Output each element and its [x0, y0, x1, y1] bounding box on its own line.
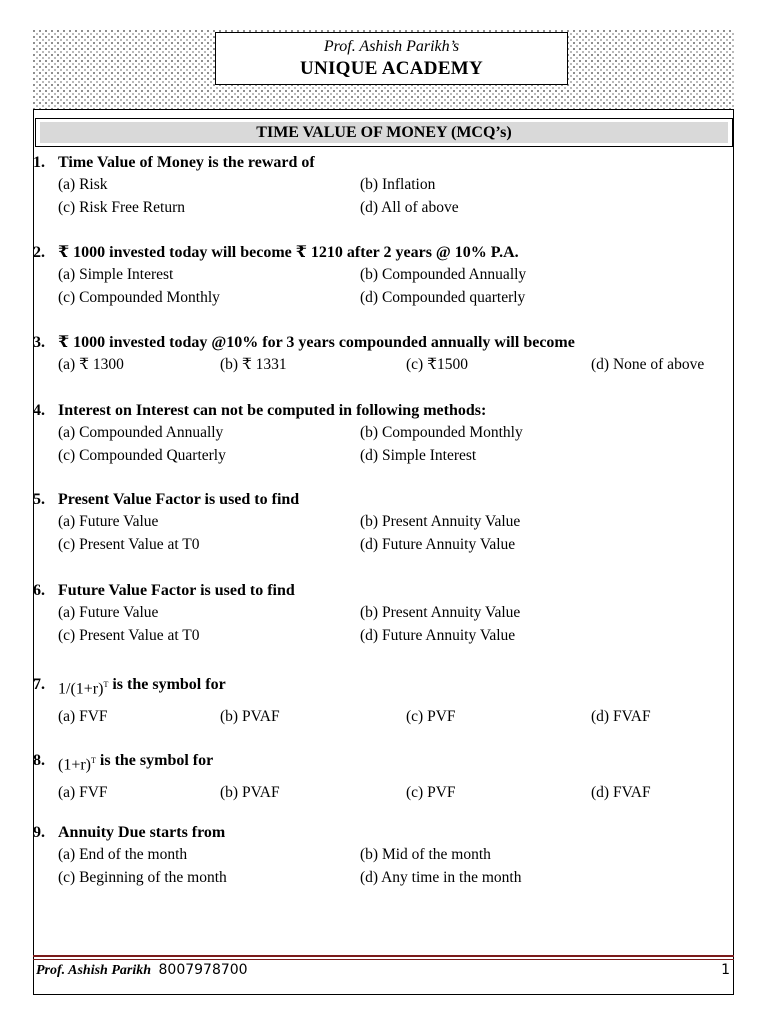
formula: $1/(1+r)^T$	[58, 680, 109, 698]
section-title-bar	[35, 118, 733, 147]
option-b: (b) Compounded Monthly	[360, 424, 523, 441]
question-stem: ₹ 1000 invested today will become ₹ 1210 after 2 years @ 10% P.A.	[58, 244, 519, 261]
option-b: (b) PVAF	[220, 708, 280, 726]
question-number: 2.	[33, 244, 45, 261]
question-7	[33, 674, 733, 726]
question-number: 8.	[33, 752, 45, 769]
option-c: (c) Compounded Monthly	[58, 288, 220, 306]
option-d: (d) All of above	[360, 198, 459, 216]
footer-divider	[33, 955, 734, 960]
footer	[36, 962, 730, 982]
option-a: (a) FVF	[58, 784, 108, 802]
question-6	[33, 580, 521, 647]
footer-phone: 8007978700	[158, 962, 248, 978]
option-c: (c) ₹1500	[406, 356, 468, 373]
question-stem: Time Value of Money is the reward of	[58, 154, 315, 171]
option-c: (c) Risk Free Return	[58, 198, 185, 216]
option-c: (c) PVF	[406, 708, 456, 726]
question-stem: Present Value Factor is used to find	[58, 491, 300, 508]
option-d: (d) None of above	[591, 356, 705, 373]
question-stem: ₹ 1000 invested today @10% for 3 years compounded annually will become	[58, 334, 575, 351]
question-stem: is the symbol for	[108, 676, 226, 693]
option-d: (d) Future Annuity Value	[360, 626, 516, 644]
option-a: (a) Future Value	[58, 604, 159, 621]
question-stem: Annuity Due starts from	[58, 824, 226, 841]
formula: $(1+r)^T$	[58, 756, 96, 774]
header-academy: UNIQUE ACADEMY	[299, 58, 484, 79]
option-d: (d) Compounded quarterly	[360, 288, 526, 306]
option-d: (d) Any time in the month	[360, 868, 522, 886]
question-2	[33, 242, 527, 309]
page-number: 1	[721, 962, 730, 978]
option-a: (a) ₹ 1300	[58, 356, 124, 373]
section-title: TIME VALUE OF MONEY (MCQ’s)	[40, 122, 728, 143]
question-stem: Future Value Factor is used to find	[58, 582, 295, 599]
question-4	[33, 400, 523, 467]
option-c: (c) Beginning of the month	[58, 868, 227, 886]
option-b: (b) Present Annuity Value	[360, 604, 521, 621]
question-number: 6.	[33, 582, 45, 599]
option-c: (c) Compounded Quarterly	[58, 446, 226, 464]
option-a: (a) End of the month	[58, 846, 188, 863]
question-9	[33, 822, 522, 889]
option-c: (c) Present Value at T0	[58, 626, 200, 644]
question-stem: is the symbol for	[95, 752, 214, 769]
question-number: 4.	[33, 402, 45, 419]
question-stem: Interest on Interest can not be computed in following methods:	[58, 402, 487, 419]
question-8	[33, 750, 733, 802]
option-c: (c) Present Value at T0	[58, 535, 200, 553]
option-b: (b) Inflation	[360, 176, 436, 193]
option-a: (a) FVF	[58, 708, 108, 726]
option-d: (d) Simple Interest	[360, 446, 477, 464]
footer-author: Prof. Ashish Parikh	[36, 963, 152, 978]
option-b: (b) Mid of the month	[360, 846, 491, 863]
option-d: (d) FVAF	[591, 784, 651, 802]
question-number: 1.	[33, 154, 45, 171]
question-number: 9.	[33, 824, 45, 841]
question-number: 3.	[33, 334, 45, 351]
option-b: (b) Compounded Annually	[360, 266, 527, 283]
option-a: (a) Risk	[58, 176, 108, 193]
header-title-box	[215, 32, 568, 85]
question-number: 7.	[33, 676, 45, 693]
option-b: (b) PVAF	[220, 784, 280, 802]
question-5	[33, 489, 521, 556]
option-d: (d) FVAF	[591, 708, 651, 726]
header-author: Prof. Ashish Parikh’s	[323, 38, 460, 55]
question-3	[33, 332, 733, 373]
option-a: (a) Future Value	[58, 513, 159, 530]
option-d: (d) Future Annuity Value	[360, 535, 516, 553]
option-a: (a) Compounded Annually	[58, 424, 224, 441]
option-b: (b) Present Annuity Value	[360, 513, 521, 530]
option-b: (b) ₹ 1331	[220, 356, 287, 373]
question-1	[33, 152, 459, 219]
option-a: (a) Simple Interest	[58, 266, 174, 283]
option-c: (c) PVF	[406, 784, 456, 802]
question-number: 5.	[33, 491, 45, 508]
